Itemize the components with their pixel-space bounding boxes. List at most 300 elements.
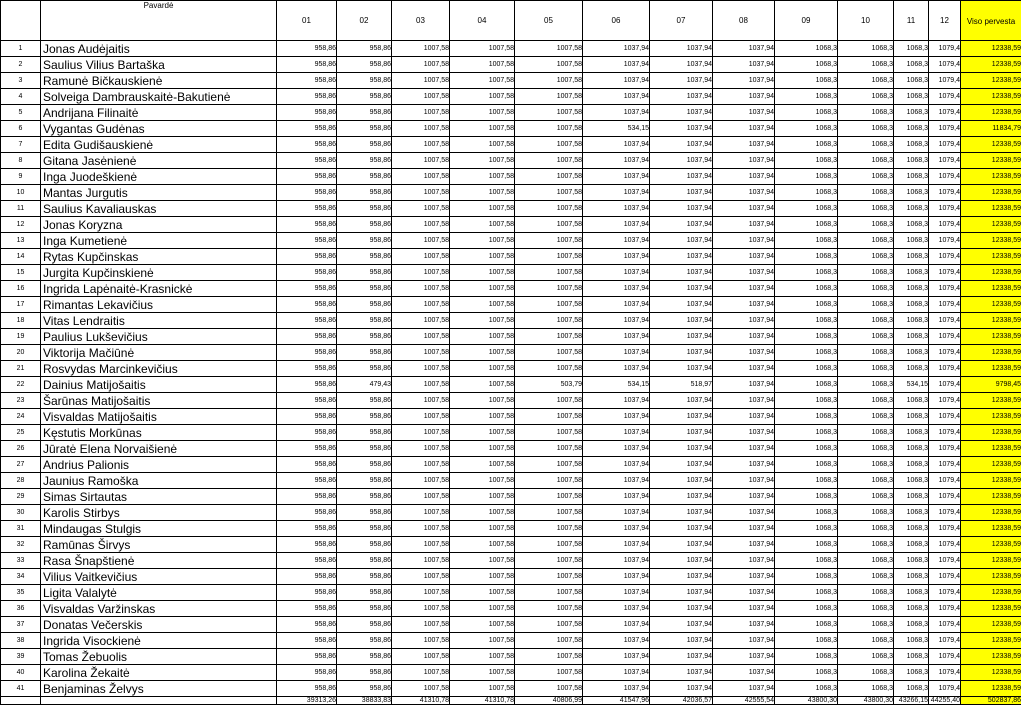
month-value: 958,86 (337, 233, 392, 249)
month-value: 1007,58 (515, 361, 583, 377)
month-value: 958,86 (337, 633, 392, 649)
month-value: 1068,3 (838, 633, 894, 649)
month-value: 1007,58 (515, 649, 583, 665)
month-value: 1007,58 (450, 297, 515, 313)
month-value: 1037,94 (713, 553, 775, 569)
month-value: 1007,58 (450, 633, 515, 649)
month-value: 1068,3 (775, 313, 838, 329)
row-total: 12338,59 (961, 233, 1021, 249)
month-value: 958,86 (337, 617, 392, 633)
month-value: 1037,94 (583, 201, 650, 217)
month-value: 1068,3 (775, 105, 838, 121)
month-value: 1037,94 (650, 313, 713, 329)
row-number: 12 (1, 217, 41, 233)
month-value: 1068,3 (838, 649, 894, 665)
month-value: 1037,94 (713, 521, 775, 537)
month-value: 958,86 (277, 425, 337, 441)
month-value: 1068,3 (838, 313, 894, 329)
month-value: 1068,3 (894, 137, 929, 153)
month-value: 958,86 (337, 489, 392, 505)
header-month-04: 04 (450, 1, 515, 41)
month-value: 1007,58 (392, 361, 450, 377)
month-value: 1007,58 (515, 617, 583, 633)
month-value: 1037,94 (713, 377, 775, 393)
table-row (1, 601, 1021, 617)
table-row (1, 553, 1021, 569)
month-value: 958,86 (337, 473, 392, 489)
table-row (1, 633, 1021, 649)
month-value: 1068,3 (838, 153, 894, 169)
month-value: 1068,3 (775, 537, 838, 553)
month-value: 1007,58 (515, 441, 583, 457)
month-value: 1079,4 (929, 249, 961, 265)
month-value: 1007,58 (392, 281, 450, 297)
month-value: 1007,58 (450, 185, 515, 201)
month-value: 1079,4 (929, 473, 961, 489)
month-total: 38833,83 (337, 697, 392, 705)
month-value: 958,86 (277, 377, 337, 393)
month-value: 1007,58 (392, 313, 450, 329)
header-month-10: 10 (838, 1, 894, 41)
month-value: 1068,3 (894, 393, 929, 409)
month-value: 1007,58 (515, 57, 583, 73)
month-value: 1068,3 (894, 313, 929, 329)
month-value: 958,86 (277, 201, 337, 217)
month-value: 1007,58 (392, 537, 450, 553)
month-value: 958,86 (277, 313, 337, 329)
month-value: 1079,4 (929, 665, 961, 681)
month-value: 1068,3 (894, 601, 929, 617)
row-number: 11 (1, 201, 41, 217)
month-value: 1068,3 (838, 249, 894, 265)
row-total: 12338,59 (961, 153, 1021, 169)
month-value: 1068,3 (775, 201, 838, 217)
table-row (1, 473, 1021, 489)
person-name: Jaunius Ramoška (41, 473, 277, 489)
month-value: 958,86 (337, 537, 392, 553)
month-value: 1068,3 (775, 601, 838, 617)
month-value: 1037,94 (583, 57, 650, 73)
month-value: 958,86 (277, 57, 337, 73)
month-value: 479,43 (337, 377, 392, 393)
month-value: 958,86 (277, 41, 337, 57)
month-value: 1079,4 (929, 297, 961, 313)
month-value: 1068,3 (838, 521, 894, 537)
month-total: 42555,54 (713, 697, 775, 705)
table-row (1, 249, 1021, 265)
month-value: 958,86 (337, 585, 392, 601)
month-value: 1007,58 (450, 393, 515, 409)
month-value: 1037,94 (713, 121, 775, 137)
month-value: 1037,94 (650, 457, 713, 473)
row-total: 12338,59 (961, 89, 1021, 105)
month-value: 1007,58 (450, 473, 515, 489)
table-row (1, 233, 1021, 249)
month-value: 1068,3 (775, 393, 838, 409)
row-total: 12338,59 (961, 105, 1021, 121)
month-value: 958,86 (277, 121, 337, 137)
month-value: 1037,94 (713, 217, 775, 233)
month-value: 1007,58 (392, 601, 450, 617)
month-value: 958,86 (277, 249, 337, 265)
month-value: 1007,58 (450, 201, 515, 217)
month-value: 958,86 (277, 393, 337, 409)
month-value: 1068,3 (838, 73, 894, 89)
table-row (1, 73, 1021, 89)
month-value: 1037,94 (650, 361, 713, 377)
month-value: 1037,94 (650, 649, 713, 665)
month-value: 1068,3 (894, 537, 929, 553)
row-total: 12338,59 (961, 505, 1021, 521)
month-value: 1037,94 (650, 633, 713, 649)
month-value: 1007,58 (515, 473, 583, 489)
month-value: 1079,4 (929, 153, 961, 169)
table-row (1, 329, 1021, 345)
month-value: 958,86 (337, 281, 392, 297)
header-total-label: Viso pervesta (961, 1, 1021, 41)
month-value: 1068,3 (775, 681, 838, 697)
month-value: 1068,3 (775, 57, 838, 73)
month-value: 1037,94 (583, 41, 650, 57)
row-total: 12338,59 (961, 681, 1021, 697)
month-total: 41310,78 (392, 697, 450, 705)
person-name: Inga Kumetienė (41, 233, 277, 249)
month-value: 1068,3 (838, 169, 894, 185)
month-value: 1037,94 (583, 281, 650, 297)
month-value: 1007,58 (450, 217, 515, 233)
month-value: 1037,94 (650, 617, 713, 633)
row-number: 34 (1, 569, 41, 585)
month-value: 958,86 (337, 425, 392, 441)
person-name: Jūratė Elena Norvaišienė (41, 441, 277, 457)
month-value: 1007,58 (515, 457, 583, 473)
month-value: 1079,4 (929, 41, 961, 57)
table-row (1, 121, 1021, 137)
month-value: 1068,3 (775, 233, 838, 249)
month-value: 1068,3 (894, 505, 929, 521)
header-month-03: 03 (392, 1, 450, 41)
table-row (1, 377, 1021, 393)
month-value: 1068,3 (894, 585, 929, 601)
month-value: 1007,58 (515, 505, 583, 521)
month-value: 1079,4 (929, 281, 961, 297)
month-value: 1007,58 (515, 601, 583, 617)
table-row (1, 313, 1021, 329)
month-value: 1037,94 (583, 505, 650, 521)
row-total: 12338,59 (961, 313, 1021, 329)
month-value: 1007,58 (392, 633, 450, 649)
month-value: 1007,58 (450, 57, 515, 73)
month-value: 1007,58 (450, 649, 515, 665)
month-value: 1007,58 (392, 345, 450, 361)
month-value: 1068,3 (894, 121, 929, 137)
month-value: 1007,58 (450, 457, 515, 473)
month-value: 1007,58 (392, 73, 450, 89)
person-name: Jonas Audėjaitis (41, 41, 277, 57)
month-value: 1068,3 (775, 569, 838, 585)
month-value: 958,86 (337, 665, 392, 681)
month-value: 1037,94 (713, 201, 775, 217)
month-value: 1068,3 (838, 617, 894, 633)
month-value: 1068,3 (775, 297, 838, 313)
month-value: 1007,58 (392, 585, 450, 601)
month-value: 1007,58 (392, 105, 450, 121)
month-value: 1068,3 (894, 73, 929, 89)
month-value: 1068,3 (894, 41, 929, 57)
month-value: 1037,94 (583, 297, 650, 313)
month-value: 1007,58 (450, 441, 515, 457)
month-value: 1037,94 (713, 265, 775, 281)
month-value: 1037,94 (713, 297, 775, 313)
month-value: 1007,58 (515, 665, 583, 681)
month-value: 1068,3 (838, 505, 894, 521)
month-value: 1037,94 (713, 537, 775, 553)
row-total: 12338,59 (961, 665, 1021, 681)
month-value: 1068,3 (775, 633, 838, 649)
month-value: 1068,3 (894, 665, 929, 681)
table-row (1, 153, 1021, 169)
month-value: 1037,94 (650, 473, 713, 489)
row-number: 33 (1, 553, 41, 569)
table-row (1, 297, 1021, 313)
person-name: Saulius Vilius Bartaška (41, 57, 277, 73)
month-value: 1007,58 (392, 185, 450, 201)
row-total: 12338,59 (961, 265, 1021, 281)
month-value: 1007,58 (392, 249, 450, 265)
person-name: Simas Sirtautas (41, 489, 277, 505)
month-value: 1037,94 (650, 521, 713, 537)
table-row (1, 57, 1021, 73)
month-value: 1068,3 (838, 105, 894, 121)
month-value: 1007,58 (450, 121, 515, 137)
month-value: 1068,3 (894, 217, 929, 233)
month-total: 43800,30 (775, 697, 838, 705)
month-value: 1068,3 (775, 185, 838, 201)
row-number: 16 (1, 281, 41, 297)
month-value: 1068,3 (775, 361, 838, 377)
month-value: 1007,58 (450, 617, 515, 633)
row-number: 5 (1, 105, 41, 121)
month-value: 1068,3 (775, 89, 838, 105)
person-name: Visvaldas Matijošaitis (41, 409, 277, 425)
month-value: 1079,4 (929, 73, 961, 89)
month-value: 1079,4 (929, 121, 961, 137)
header-month-05: 05 (515, 1, 583, 41)
header-month-08: 08 (713, 1, 775, 41)
month-value: 1068,3 (838, 265, 894, 281)
month-value: 1037,94 (650, 185, 713, 201)
row-number: 6 (1, 121, 41, 137)
month-value: 958,86 (337, 569, 392, 585)
month-value: 1037,94 (583, 153, 650, 169)
month-value: 1068,3 (838, 137, 894, 153)
table-row (1, 169, 1021, 185)
month-value: 1007,58 (515, 489, 583, 505)
month-value: 958,86 (277, 169, 337, 185)
month-value: 1068,3 (838, 345, 894, 361)
table-row (1, 441, 1021, 457)
month-value: 1037,94 (713, 233, 775, 249)
month-value: 958,86 (277, 73, 337, 89)
month-value: 1037,94 (650, 585, 713, 601)
month-total: 41547,96 (583, 697, 650, 705)
month-value: 1068,3 (894, 329, 929, 345)
month-value: 1007,58 (392, 393, 450, 409)
month-value: 958,86 (337, 89, 392, 105)
month-value: 1068,3 (894, 681, 929, 697)
month-value: 1068,3 (894, 249, 929, 265)
month-value: 1037,94 (713, 457, 775, 473)
month-value: 1037,94 (650, 249, 713, 265)
month-value: 1079,4 (929, 521, 961, 537)
month-value: 1079,4 (929, 425, 961, 441)
month-value: 1007,58 (450, 361, 515, 377)
month-value: 1007,58 (450, 505, 515, 521)
month-value: 1068,3 (838, 441, 894, 457)
month-value: 1079,4 (929, 601, 961, 617)
month-value: 958,86 (337, 73, 392, 89)
header-name-label: Pavardė (41, 1, 277, 41)
month-value: 958,86 (277, 89, 337, 105)
month-value: 958,86 (337, 217, 392, 233)
month-value: 1007,58 (515, 297, 583, 313)
month-value: 1079,4 (929, 409, 961, 425)
month-value: 1079,4 (929, 457, 961, 473)
header-month-02: 02 (337, 1, 392, 41)
month-value: 1007,58 (392, 649, 450, 665)
row-number: 22 (1, 377, 41, 393)
month-value: 1068,3 (894, 617, 929, 633)
table-row (1, 105, 1021, 121)
month-value: 1007,58 (515, 585, 583, 601)
month-value: 958,86 (277, 217, 337, 233)
month-value: 1068,3 (894, 489, 929, 505)
month-value: 1037,94 (583, 217, 650, 233)
row-total: 12338,59 (961, 633, 1021, 649)
month-value: 1037,94 (713, 681, 775, 697)
table-row (1, 361, 1021, 377)
person-name: Ramunė Bičkauskienė (41, 73, 277, 89)
month-value: 1068,3 (894, 265, 929, 281)
month-value: 1037,94 (713, 425, 775, 441)
month-value: 1037,94 (650, 41, 713, 57)
row-number: 26 (1, 441, 41, 457)
month-value: 1068,3 (838, 473, 894, 489)
month-value: 1037,94 (583, 601, 650, 617)
month-value: 958,86 (277, 153, 337, 169)
month-value: 1037,94 (650, 73, 713, 89)
row-total: 12338,59 (961, 441, 1021, 457)
month-value: 1007,58 (450, 169, 515, 185)
month-value: 1007,58 (450, 153, 515, 169)
month-value: 1068,3 (775, 521, 838, 537)
month-value: 958,86 (277, 585, 337, 601)
month-value: 958,86 (277, 409, 337, 425)
month-value: 1068,3 (838, 681, 894, 697)
table-row (1, 521, 1021, 537)
month-value: 958,86 (277, 617, 337, 633)
month-value: 1037,94 (713, 153, 775, 169)
row-total: 12338,59 (961, 137, 1021, 153)
month-value: 1079,4 (929, 441, 961, 457)
month-value: 958,86 (337, 649, 392, 665)
month-value: 1068,3 (838, 553, 894, 569)
person-name: Viktorija Mačiūnė (41, 345, 277, 361)
month-value: 1079,4 (929, 185, 961, 201)
month-value: 1037,94 (713, 281, 775, 297)
month-value: 1007,58 (392, 217, 450, 233)
month-value: 1007,58 (450, 313, 515, 329)
month-total: 41310,78 (450, 697, 515, 705)
month-value: 1068,3 (838, 489, 894, 505)
row-total: 12338,59 (961, 57, 1021, 73)
month-value: 1037,94 (713, 169, 775, 185)
month-value: 1079,4 (929, 265, 961, 281)
month-value: 1007,58 (450, 41, 515, 57)
month-value: 1037,94 (583, 169, 650, 185)
month-value: 1037,94 (583, 137, 650, 153)
month-value: 1007,58 (392, 665, 450, 681)
month-value: 1068,3 (775, 137, 838, 153)
person-name: Inga Juodeškienė (41, 169, 277, 185)
person-name: Benjaminas Želvys (41, 681, 277, 697)
month-value: 1068,3 (775, 585, 838, 601)
month-value: 958,86 (337, 153, 392, 169)
person-name: Šarūnas Matijošaitis (41, 393, 277, 409)
row-number: 21 (1, 361, 41, 377)
month-value: 1007,58 (450, 249, 515, 265)
month-value: 958,86 (337, 121, 392, 137)
month-value: 1007,58 (392, 681, 450, 697)
row-number: 9 (1, 169, 41, 185)
month-value: 1068,3 (838, 425, 894, 441)
month-value: 1007,58 (392, 409, 450, 425)
header-month-06: 06 (583, 1, 650, 41)
month-value: 1007,58 (392, 617, 450, 633)
month-value: 958,86 (277, 601, 337, 617)
month-value: 1079,4 (929, 105, 961, 121)
month-value: 1007,58 (515, 313, 583, 329)
month-value: 1068,3 (775, 409, 838, 425)
table-row (1, 185, 1021, 201)
month-value: 958,86 (277, 329, 337, 345)
row-number: 32 (1, 537, 41, 553)
month-value: 1037,94 (583, 313, 650, 329)
row-number: 2 (1, 57, 41, 73)
month-value: 958,86 (277, 441, 337, 457)
month-value: 1068,3 (775, 617, 838, 633)
month-value: 1007,58 (515, 265, 583, 281)
row-number: 15 (1, 265, 41, 281)
month-value: 1068,3 (894, 473, 929, 489)
month-value: 1037,94 (583, 457, 650, 473)
table-row (1, 265, 1021, 281)
month-value: 1037,94 (583, 489, 650, 505)
month-value: 1068,3 (894, 89, 929, 105)
month-value: 1079,4 (929, 169, 961, 185)
row-number: 23 (1, 393, 41, 409)
row-total: 12338,59 (961, 281, 1021, 297)
month-value: 1037,94 (713, 185, 775, 201)
month-value: 1037,94 (583, 585, 650, 601)
row-number: 37 (1, 617, 41, 633)
month-value: 1068,3 (838, 201, 894, 217)
month-value: 1037,94 (650, 137, 713, 153)
month-value: 1037,94 (583, 537, 650, 553)
month-value: 1007,58 (515, 137, 583, 153)
row-number: 36 (1, 601, 41, 617)
person-name: Kęstutis Morkūnas (41, 425, 277, 441)
